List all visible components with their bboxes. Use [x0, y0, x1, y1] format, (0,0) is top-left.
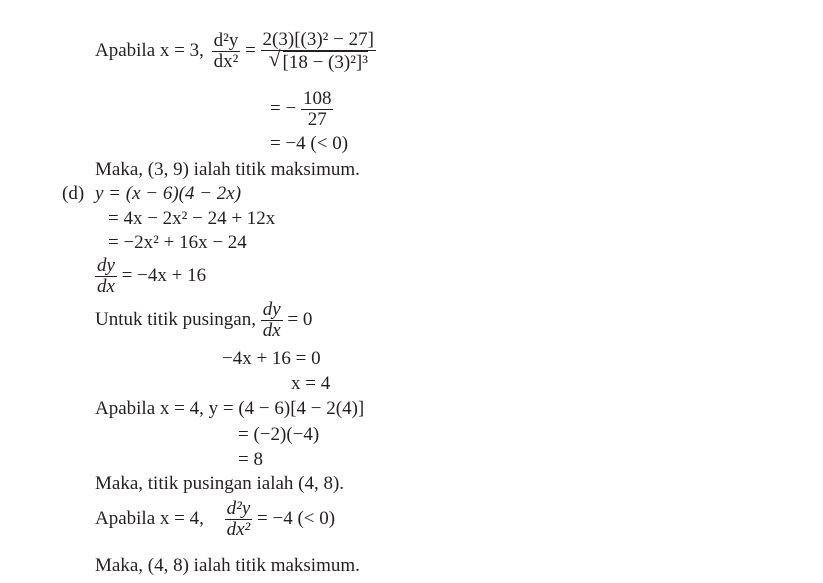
numerator: 108 [302, 88, 332, 109]
numerator: 2(3)[(3)² − 27] [262, 29, 374, 50]
equals-zero: = 0 [287, 308, 313, 330]
first-derivative-line [95, 256, 206, 297]
rhs-fraction [261, 30, 376, 73]
part-d-label: (d) [62, 183, 85, 204]
result-line-negative-four: = −4 (< 0) [270, 133, 349, 154]
eval-y-at-4: Apabila x = 4, y = (4 − 6)[4 − 2(4)] [95, 398, 365, 419]
solve-line-1: −4x + 16 = 0 [222, 348, 321, 369]
denominator: dx² [226, 519, 251, 540]
turning-point-condition [95, 300, 312, 341]
second-derivative-fraction [225, 499, 253, 540]
derivative-rhs: = −4x + 16 [121, 264, 207, 286]
fraction-108-27 [301, 89, 334, 130]
equals-minus: = − [270, 97, 297, 119]
numerator: d²y [213, 30, 239, 51]
denominator [261, 50, 376, 73]
line-prefix: Untuk titik pusingan, [95, 308, 256, 330]
eval-y-step: = (−2)(−4) [238, 424, 320, 445]
denominator: dx² [213, 51, 239, 72]
equation-y: y = (x − 6)(4 − 2x) [95, 183, 242, 204]
second-derivative-fraction [212, 31, 241, 72]
numerator: d²y [226, 498, 251, 519]
line-prefix: Apabila x = 4, [95, 507, 204, 529]
conclusion-max-3-9: Maka, (3, 9) ialah titik maksimum. [95, 159, 360, 180]
turning-point-result: Maka, titik pusingan ialah (4, 8). [95, 473, 345, 494]
solve-line-2: x = 4 [291, 373, 331, 394]
denominator: 27 [301, 109, 334, 130]
numerator: dy [97, 255, 115, 276]
dy-dx-fraction [95, 256, 117, 297]
denominator: dx [97, 276, 115, 297]
eval-second-derivative-x3 [95, 30, 376, 73]
denominator: dx [262, 320, 281, 341]
simplify-fraction [270, 89, 333, 130]
second-derivative-rhs: = −4 (< 0) [257, 507, 336, 529]
equals-sign: = [245, 39, 256, 61]
conclusion-max-4-8: Maka, (4, 8) ialah titik maksimum. [95, 555, 360, 576]
numerator: dy [262, 299, 281, 320]
eval-second-derivative-x4 [95, 499, 335, 540]
dy-dx-fraction [261, 300, 283, 341]
expand-line-2: = −2x² + 16x − 24 [108, 232, 247, 253]
line-prefix: Apabila x = 3, [95, 39, 204, 61]
radicand: [18 − (3)²]³ [282, 52, 368, 73]
expand-line-1: = 4x − 2x² − 24 + 12x [108, 208, 276, 229]
square-root [269, 51, 368, 73]
eval-y-result: = 8 [238, 449, 263, 470]
